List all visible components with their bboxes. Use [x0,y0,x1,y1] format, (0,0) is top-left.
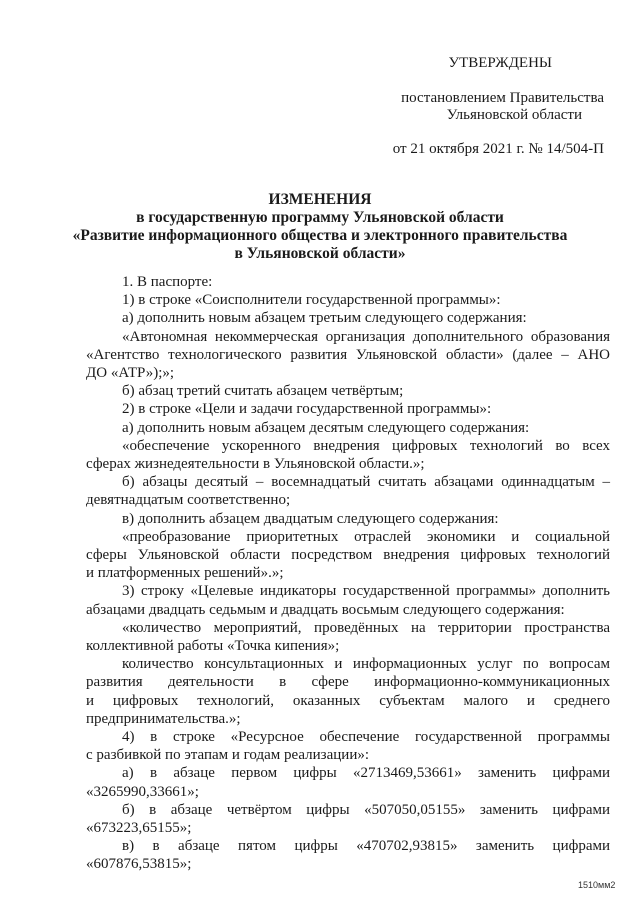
body-line: 4) в строке «Ресурсное обеспечение государственной программы [122,729,610,745]
footer-code: 1510мм2 [578,880,616,890]
body-line: в) дополнить абзацем двадцатым следующего содержания: [122,510,499,527]
body-line: количество консультационных и информационных услуг по вопросам [122,656,610,673]
body-line: в) в абзаце пятом цифры «470702,93815» заменить цифрами [122,838,610,855]
title-line-4: в Ульяновской области» [234,245,406,262]
body-line: 2) в строке «Цели и задачи государственной программы»: [122,401,492,418]
body-line: девятнадцатым соответственно; [86,492,291,509]
approval-date: от 21 октября 2021 г. № 14/504-П [392,141,604,157]
body-line: коллективной работы «Точка кипения»; [86,638,340,654]
body-line: предпринимательства.»; [86,710,241,727]
body-line: и цифровых технологий, оказанных субъектам малого и среднего [86,692,610,709]
body-line: с разбивкой по этапам и годам реализации»: [86,747,370,764]
body-line: 1. В паспорте: [122,274,213,290]
body-line: «Агентство технологического развития Ульяновской области» (далее – АНО [86,346,610,363]
body-line: б) абзац третий считать абзацем четвёртым; [122,383,404,400]
body-line: а) дополнить новым абзацем десятым следующего содержания: [122,419,530,436]
approval-line-1: постановлением Правительства [401,90,604,106]
body-line: 1) в строке «Соисполнители государственной программы»: [122,292,501,309]
body-line: сферы Ульяновской области посредством внедрения цифровых технологий [86,547,610,563]
body-line: 3) строку «Целевые индикаторы государственной программы» дополнить [122,583,610,600]
body-line: «607876,53815»; [86,856,192,873]
body-line: развития деятельности в сфере информационно-коммуникационных [86,674,610,691]
body-line: «обеспечение ускоренного внедрения цифровых технологий во всех [122,437,610,454]
body-line: «количество мероприятий, проведённых на территории пространства [122,619,610,636]
approval-heading: УТВЕРЖДЕНЫ [448,55,552,71]
body-line: «Автономная некоммерческая организация дополнительного образования [122,328,610,345]
body-line: б) абзацы десятый – восемнадцатый считать абзацами одиннадцатым – [122,474,610,491]
body-line: «3265990,33661»; [86,783,199,800]
approval-line-2: Ульяновской области [446,107,582,123]
body-line: б) в абзаце четвёртом цифры «507050,05155» заменить цифрами [122,801,610,818]
body-line: ДО «АТР»);»; [86,365,175,381]
body-line: а) в абзаце первом цифры «2713469,53661» заменить цифрами [122,765,610,782]
body-line: сферах жизнедеятельности в Ульяновской области.»; [86,456,425,472]
title-line-3: «Развитие информационного общества и электронного правительства [72,227,568,244]
document-title: ИЗМЕНЕНИЯ [268,191,372,208]
body-line: а) дополнить новым абзацем третьим следующего содержания: [122,310,527,327]
title-line-2: в государственную программу Ульяновской области [136,209,504,226]
body-line: абзацами двадцать седьмым и двадцать восьмым следующего содержания: [86,601,565,618]
body-line: и платформенных решений».»; [86,565,284,582]
body-line: «673223,65155»; [86,820,192,836]
body-line: «преобразование приоритетных отраслей экономики и социальной [122,528,610,545]
